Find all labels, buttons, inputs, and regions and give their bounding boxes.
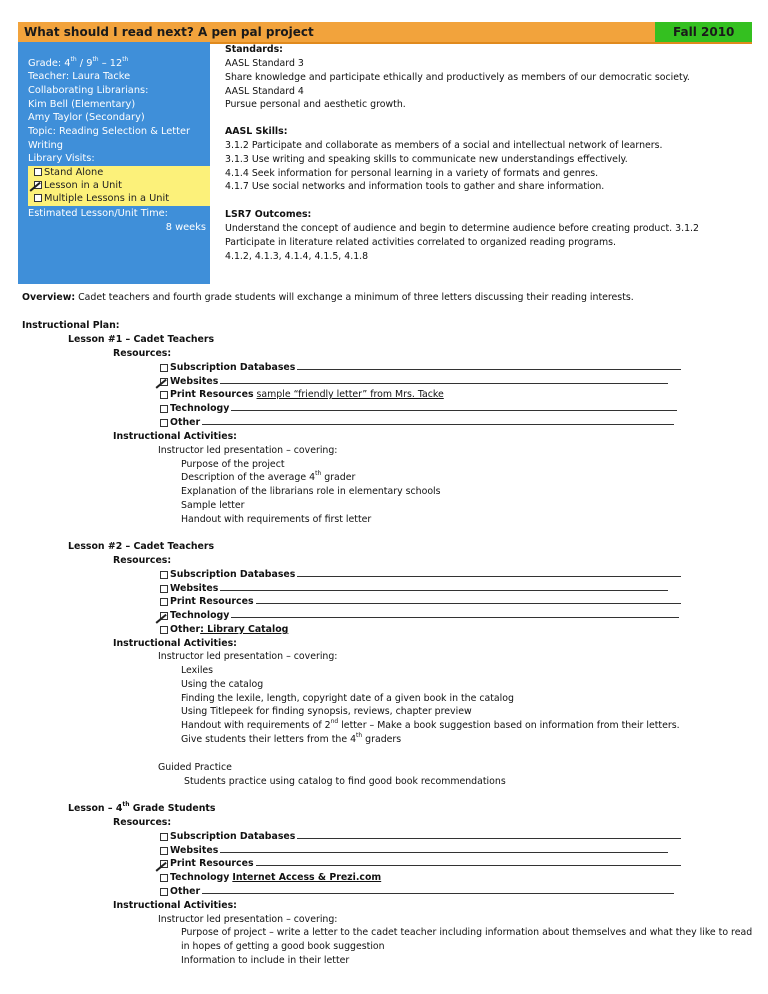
activity-item: Lexiles (181, 665, 214, 676)
standard-3-desc: Share knowledge and participate ethically and productively as members of our democratic society. (225, 72, 690, 83)
resource-technology: Technology Internet Access & Prezi.com (160, 872, 381, 883)
skill-1: 3.1.2 Participate and collaborate as members of a social and intellectual network of learners. (225, 140, 663, 151)
instructor-led: Instructor led presentation – covering: (158, 445, 338, 456)
checked-checkbox-icon[interactable] (160, 391, 168, 399)
lesson-1-title: Lesson #1 – Cadet Teachers (68, 334, 215, 345)
outcomes-heading: LSR7 Outcomes: (225, 209, 312, 220)
checkbox-icon[interactable] (160, 405, 168, 413)
checked-checkbox-icon[interactable] (160, 874, 168, 882)
activity-item: Purpose of project – write a letter to the cadet teacher including information about themselves and what they like to read (181, 927, 753, 938)
time-value: 8 weeks (165, 222, 206, 233)
resource-print: Print Resources sample “friendly letter” from Mrs. Tacke (160, 389, 444, 400)
checkbox-icon[interactable] (160, 364, 168, 372)
instructor-led: Instructor led presentation – covering: (158, 651, 338, 662)
activity-item: Using the catalog (181, 679, 264, 690)
activity-item: Description of the average 4th grader (181, 470, 356, 483)
activity-item: Give students their letters from the 4th graders (181, 732, 402, 745)
resource-websites: Websites (160, 583, 668, 594)
outcome-1: Understand the concept of audience and begin to determine audience before creating product. 3.1.2 (225, 223, 699, 234)
resource-databases: Subscription Databases (160, 569, 681, 580)
activity-item: Handout with requirements of 2nd letter – Make a book suggestion based on information from their letters. (181, 718, 680, 731)
visit-options (28, 166, 210, 206)
resource-websites: Websites (160, 845, 668, 856)
time-label: Estimated Lesson/Unit Time: (28, 208, 168, 219)
outcome-3: 4.1.2, 4.1.3, 4.1.4, 4.1.5, 4.1.8 (225, 251, 369, 262)
standard-4: AASL Standard 4 (225, 86, 304, 97)
lesson-2-title: Lesson #2 – Cadet Teachers (68, 541, 215, 552)
overview: Overview: Cadet teachers and fourth grade students will exchange a minimum of three letters discussing their reading interests. (22, 292, 634, 303)
resources-label: Resources: (113, 555, 172, 566)
skill-4: 4.1.7 Use social networks and information tools to gather and share information. (225, 181, 605, 192)
checkbox-icon[interactable] (34, 168, 42, 176)
guided-practice-item: Students practice using catalog to find good book recommendations (184, 776, 506, 787)
resource-other: Other (160, 886, 674, 897)
topic-line-2: Writing (28, 140, 63, 151)
activities-label: Instructional Activities: (113, 638, 237, 649)
activities-label: Instructional Activities: (113, 431, 237, 442)
teacher: Teacher: Laura Tacke (28, 71, 131, 82)
lesson-3-title: Lesson – 4th Grade Students (68, 801, 216, 814)
guided-practice-label: Guided Practice (158, 762, 232, 773)
topic-line-1: Topic: Reading Selection & Letter (28, 126, 191, 137)
option-lesson-in-unit[interactable]: Lesson in a Unit (34, 180, 122, 191)
grade-line: Grade: 4th / 9th – 12th (28, 56, 129, 69)
plan-heading: Instructional Plan: (22, 320, 120, 331)
activity-item: Handout with requirements of first letter (181, 514, 372, 525)
instructor-led: Instructor led presentation – covering: (158, 914, 338, 925)
option-multiple-lessons[interactable]: Multiple Lessons in a Unit (34, 193, 169, 204)
skills-heading: AASL Skills: (225, 126, 288, 137)
visits-label: Library Visits: (28, 153, 95, 164)
skill-3: 4.1.4 Seek information for personal learning in a variety of formats and genres. (225, 168, 599, 179)
document-title: What should I read next? A pen pal project (24, 25, 314, 39)
resource-other: Other (160, 417, 674, 428)
checkbox-icon[interactable] (160, 571, 168, 579)
resource-databases: Subscription Databases (160, 362, 681, 373)
checkbox-icon[interactable] (160, 888, 168, 896)
librarian-2: Amy Taylor (Secondary) (28, 112, 145, 123)
standards-heading: Standards: (225, 44, 283, 55)
activity-item: Information to include in their letter (181, 955, 350, 966)
resource-other: Other: Library Catalog (160, 624, 288, 635)
librarian-1: Kim Bell (Elementary) (28, 99, 136, 110)
activity-item: Finding the lexile, length, copyright date of a given book in the catalog (181, 693, 514, 704)
info-panel (18, 42, 210, 284)
resource-technology: Technology (160, 403, 677, 414)
checkbox-icon[interactable] (160, 419, 168, 427)
resource-print: Print Resources (160, 858, 681, 869)
activity-item: in hopes of getting a good book suggestion (181, 941, 385, 952)
outcome-2: Participate in literature related activities correlated to organized reading programs. (225, 237, 617, 248)
standard-4-desc: Pursue personal and aesthetic growth. (225, 99, 406, 110)
resource-technology: Technology (160, 610, 679, 621)
activity-item: Using Titlepeek for finding synopsis, reviews, chapter preview (181, 706, 472, 717)
collab-label: Collaborating Librarians: (28, 85, 149, 96)
standard-3: AASL Standard 3 (225, 58, 304, 69)
activities-label: Instructional Activities: (113, 900, 237, 911)
skill-2: 3.1.3 Use writing and speaking skills to communicate new understandings effectively. (225, 154, 628, 165)
checkbox-icon[interactable] (160, 847, 168, 855)
resources-label: Resources: (113, 817, 172, 828)
resource-print: Print Resources (160, 596, 681, 607)
resource-databases: Subscription Databases (160, 831, 681, 842)
resource-websites: Websites (160, 376, 668, 387)
header-bar (18, 22, 752, 44)
activity-item: Explanation of the librarians role in elementary schools (181, 486, 441, 497)
checkbox-icon[interactable] (160, 833, 168, 841)
checkbox-icon[interactable] (160, 585, 168, 593)
option-stand-alone[interactable]: Stand Alone (34, 167, 103, 178)
activity-item: Purpose of the project (181, 459, 285, 470)
activity-item: Sample letter (181, 500, 245, 511)
resources-label: Resources: (113, 348, 172, 359)
term-badge: Fall 2010 (655, 22, 752, 42)
checkbox-icon[interactable] (160, 598, 168, 606)
checked-checkbox-icon[interactable] (34, 194, 42, 202)
checked-checkbox-icon[interactable] (160, 626, 168, 634)
